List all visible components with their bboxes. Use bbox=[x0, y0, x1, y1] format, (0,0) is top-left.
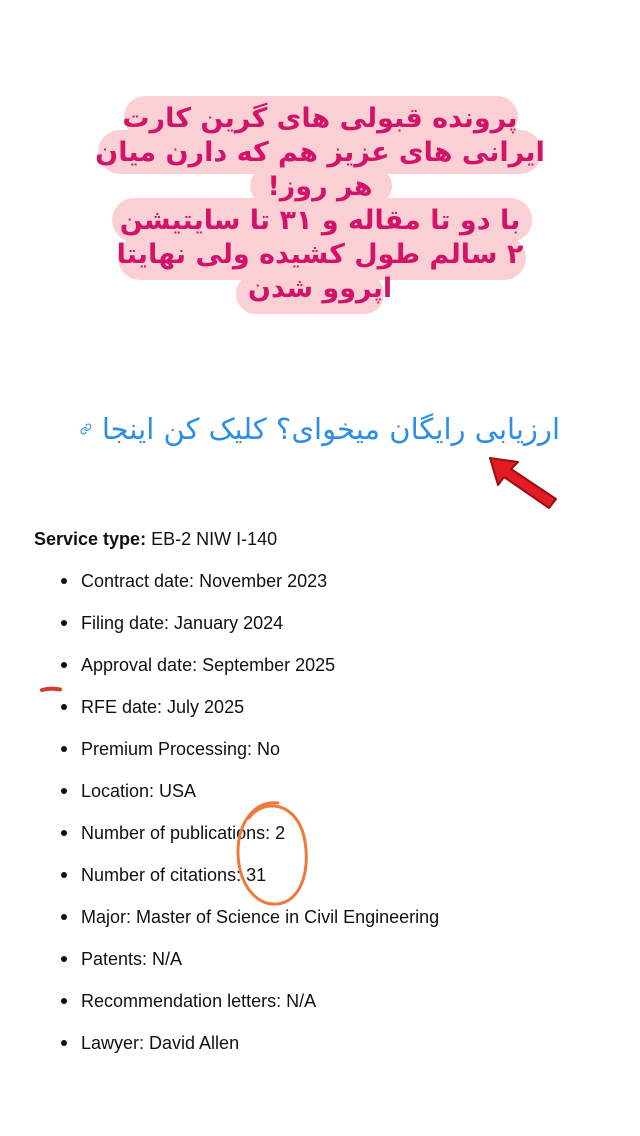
list-item: Premium Processing: No bbox=[34, 737, 624, 779]
list-item: Location: USA bbox=[34, 779, 624, 821]
list-item: Major: Master of Science in Civil Engineering bbox=[34, 905, 624, 947]
list-item: Patents: N/A bbox=[34, 947, 624, 989]
list-item: Lawyer: David Allen bbox=[34, 1031, 624, 1073]
free-evaluation-link[interactable] bbox=[80, 404, 560, 454]
caption-line: پرونده قبولی های گرین کارت bbox=[122, 103, 518, 134]
service-type bbox=[34, 527, 624, 551]
service-type-label: Service type: bbox=[34, 529, 147, 549]
caption-line: ایرانی های عزیز هم که دارن میان bbox=[95, 137, 545, 168]
list-item: Approval date: September 2025 bbox=[34, 653, 624, 695]
free-evaluation-label: ارزیابی رایگان میخوای؟ کلیک کن اینجا bbox=[101, 412, 560, 446]
list-item: Number of citations: 31 bbox=[34, 863, 624, 905]
list-item: Filing date: January 2024 bbox=[34, 611, 624, 653]
list-item: Number of publications: 2 bbox=[34, 821, 624, 863]
link-icon bbox=[80, 413, 92, 445]
case-details-list bbox=[34, 569, 624, 1073]
caption-sticker bbox=[0, 94, 640, 316]
caption-line: ۲ سالم طول کشیده ولی نهایتا bbox=[116, 239, 524, 270]
circle-annotation bbox=[232, 796, 312, 911]
list-item: Contract date: November 2023 bbox=[34, 569, 624, 611]
caption-line: اپروو شدن bbox=[247, 273, 393, 304]
red-arrow-icon bbox=[484, 452, 562, 514]
caption-line: با دو تا مقاله و ۳۱ تا سایتیشن bbox=[119, 205, 521, 236]
marker-dash bbox=[40, 686, 62, 693]
caption-text bbox=[90, 102, 550, 306]
caption-line: هر روز! bbox=[267, 171, 373, 202]
service-type-value: EB-2 NIW I-140 bbox=[146, 529, 278, 549]
list-item: RFE date: July 2025 bbox=[34, 695, 624, 737]
case-details bbox=[34, 527, 624, 1073]
list-item: Recommendation letters: N/A bbox=[34, 989, 624, 1031]
